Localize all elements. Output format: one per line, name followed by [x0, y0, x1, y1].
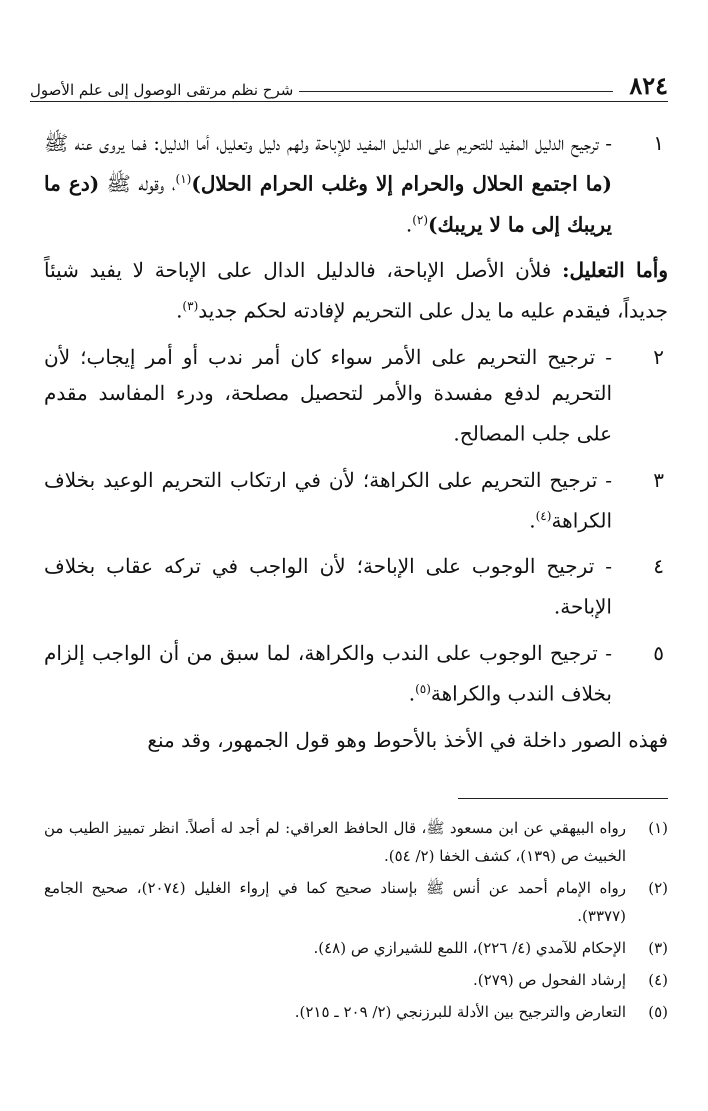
- footnotes: [44, 814, 668, 1030]
- item-text-part: ، وقوله ﷺ: [99, 171, 176, 196]
- item-number: ١: [653, 131, 664, 155]
- footnote-number: (٢): [648, 879, 668, 897]
- item-text-end: .: [529, 508, 536, 533]
- footnote-ref-2[interactable]: (٢): [412, 212, 429, 227]
- hadith-quote-1: (ما اجتمع الحلال والحرام إلا وغلب الحرام الحلال): [191, 171, 612, 196]
- footnote-text: رواه البيهقي عن ابن مسعود ﷺ، قال الحافظ العراقي: لم أجد له أصلاً. انظر تمييز الطيب من الخبيث ص (١٣٩)، كشف الخفا (٢/ ٥٤).: [44, 819, 626, 865]
- header-rule: [299, 91, 613, 92]
- taalil-end: .: [176, 298, 183, 323]
- footnote-number: (٣): [648, 939, 668, 957]
- book-title: شرح نظم مرتقى الوصول إلى علم الأصول: [30, 81, 294, 99]
- page-number: ٨٢٤: [629, 71, 668, 100]
- item-text: [44, 548, 612, 625]
- footnote-ref-3[interactable]: (٣): [182, 299, 199, 314]
- list-item-1: [44, 125, 668, 242]
- item-text: [44, 125, 612, 242]
- header-underline: [30, 101, 668, 102]
- list-item-2: [44, 339, 668, 452]
- item-text-part: - ترجيح التحريم على الكراهة؛ لأن في ارتكاب التحريم الوعيد بخلاف الكراهة: [44, 467, 612, 533]
- list-item-5: [44, 635, 668, 712]
- closing-paragraph: فهذه الصور داخلة في الأخذ بالأحوط وهو قول الجمهور، وقد منع: [147, 727, 668, 752]
- main-text: [44, 125, 668, 768]
- footnote-3: [44, 934, 668, 962]
- footnote-4: [44, 966, 668, 994]
- item-text: [44, 635, 612, 712]
- footnote-1: [44, 814, 668, 870]
- item-text-part: - ترجيح الوجوب على الإباحة؛ لأن الواجب في تركه عقاب بخلاف الإباحة.: [44, 554, 612, 619]
- item-text-part: - ترجيح الدليل المفيد للتحريم على الدليل المفيد للإباحة ولهم دليل وتعليل، أما الدليل: فما يروى عنه ﷺ: [44, 131, 612, 155]
- footnote-text: رواه الإمام أحمد عن أنس ﷺ بإسناد صحيح كما في إرواء الغليل (٢٠٧٤)، صحيح الجامع (٣٣٧٧).: [44, 879, 626, 925]
- taalil-label: وأما التعليل:: [562, 258, 668, 283]
- item-number: ٤: [653, 554, 664, 579]
- footnote-separator: [458, 798, 668, 799]
- list-item-3: [44, 462, 668, 539]
- footnote-2: [44, 874, 668, 930]
- item-text-part: - ترجيح التحريم على الأمر سواء كان أمر ندب أو أمر إيجاب؛ لأن التحريم لدفع مفسدة والأمر لتحصيل مصلحة، ودرء المفاسد مقدم على جلب المصالح.: [44, 344, 612, 446]
- item-number: ٢: [653, 344, 664, 369]
- item-number: ٥: [653, 640, 664, 665]
- footnote-number: (٥): [648, 1003, 668, 1021]
- list-item-4: [44, 548, 668, 625]
- footnote-5: [44, 998, 668, 1026]
- item-text: [44, 339, 612, 452]
- footnote-ref-1[interactable]: (١): [175, 172, 192, 186]
- footnote-text: التعارض والترجيح بين الأدلة للبرزنجي (٢/ ٢٠٩ ـ ٢١٥).: [294, 1003, 626, 1021]
- taalil-paragraph: [44, 252, 668, 329]
- taalil-text: فلأن الأصل الإباحة، فالدليل الدال على الإباحة لا يفيد شيئاً جديداً، فيقدم عليه ما يدل على التحريم لإفادته لحكم جديد: [44, 258, 668, 323]
- footnote-number: (٤): [648, 971, 668, 989]
- footnote-text: إرشاد الفحول ص (٢٧٩).: [473, 971, 626, 989]
- item-text: [44, 462, 612, 539]
- footnote-ref-4[interactable]: (٤): [535, 508, 552, 523]
- hadith-quote-2: (دع ما يريبك إلى ما لا يريبك): [44, 171, 612, 237]
- footnote-text: الإحكام للآمدي (٤/ ٢٢٦)، اللمع للشيرازي ص (٤٨).: [313, 939, 626, 957]
- item-text-part: - ترجيح الوجوب على الندب والكراهة، لما سبق من أن الواجب إلزام بخلاف الندب والكراهة: [44, 640, 612, 706]
- item-text-part: .: [405, 212, 413, 237]
- item-number: ٣: [653, 467, 664, 492]
- page-header: [30, 58, 668, 98]
- footnote-number: (١): [648, 819, 668, 837]
- item-text-end: .: [408, 681, 416, 706]
- footnote-ref-5[interactable]: (٥): [415, 681, 431, 696]
